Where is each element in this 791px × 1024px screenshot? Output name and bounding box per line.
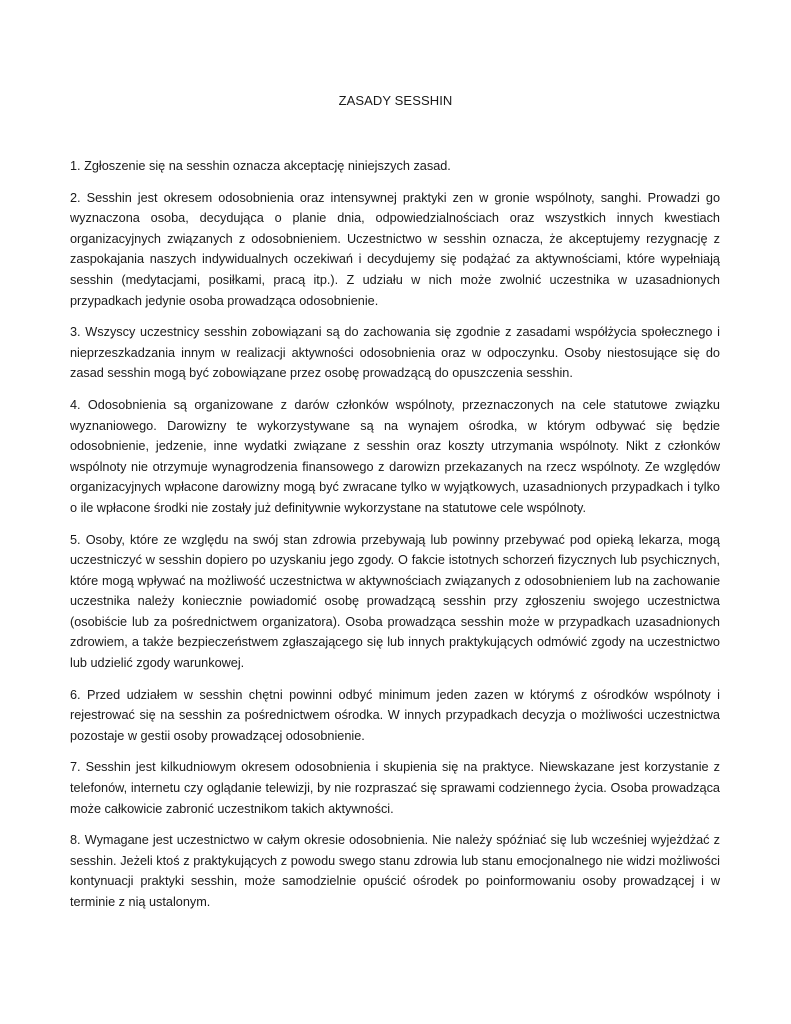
rule-paragraph-7: 7. Sesshin jest kilkudniowym okresem odosobnienia i skupienia się na praktyce. Niewskazane jest korzystanie z telefonów, internetu czy oglądanie telewizji, by nie rozpraszać się sprawami codziennego życia. Osoba prowadząca może całkowicie zabronić uczestnikom takich aktywności. (70, 760, 720, 816)
rule-paragraph-8: 8. Wymagane jest uczestnictwo w całym okresie odosobnienia. Nie należy spóźniać się lub wcześniej wyjeżdżać z sesshin. Jeżeli ktoś z praktykujących z powodu swego stanu zdrowia lub stanu emocjonalnego nie widzi możliwości kontynuacji praktyki sesshin, może samodzielnie opuścić ośrodek po poinformowaniu osoby prowadzącej i w terminie z nią ustalonym. (70, 833, 720, 909)
rule-paragraph-6: 6. Przed udziałem w sesshin chętni powinni odbyć minimum jeden zazen w którymś z ośrodków wspólnoty i rejestrować się na sesshin za pośrednictwem ośrodka. W innych przypadkach decyzja o możliwości uczestnictwa pozostaje w gestii osoby prowadzącej odosobnienie. (70, 687, 720, 743)
document-body (70, 156, 720, 924)
rule-paragraph-3: 3. Wszyscy uczestnicy sesshin zobowiązani są do zachowania się zgodnie z zasadami współżycia społecznego i nieprzeszkadzania innym w realizacji aktywności odosobnienia oraz w odpoczynku. Osoby niestosujące się do zasad sesshin mogą być zobowiązane przez osobę prowadzącą do opuszczenia sesshin. (70, 325, 720, 381)
document-title: ZASADY SESSHIN (338, 93, 453, 108)
rule-paragraph-4: 4. Odosobnienia są organizowane z darów członków wspólnoty, przeznaczonych na cele statutowe związku wyznaniowego. Darowizny te wykorzystywane są na wynajem ośrodka, w którym odbywać się będzie odosobnienie, jedzenie, inne wydatki związane z sesshin oraz koszty utrzymania wspólnoty. Nikt z członków wspólnoty nie otrzymuje wynagrodzenia finansowego z darowizn przekazanych na rzecz wspólnoty. Ze względów organizacyjnych wpłacone darowizny mogą być zwracane tylko w wyjątkowych, uzasadnionych przypadkach i tylko o ile wpłacone środki nie zostały już definitywnie wykorzystane na statutowe cele wspólnoty. (70, 397, 720, 515)
rule-paragraph-5: 5. Osoby, które ze względu na swój stan zdrowia przebywają lub powinny przebywać pod opieką lekarza, mogą uczestniczyć w sesshin dopiero po uzyskaniu jego zgody. O fakcie istotnych schorzeń fizycznych lub psychicznych, które mogą wpływać na możliwość uczestnictwa w aktywnościach związanych z odosobnieniem lub na zachowanie uczestnika należy koniecznie powiadomić osobę prowadzącą sesshin przy zgłoszeniu swojego uczestnictwa (osobiście lub za pośrednictwem organizatora). Osoba prowadząca sesshin może w przypadkach uzasadnionych zdrowiem, a także bezpieczeństwem zgłaszającego się lub innych praktykujących odmówić zgody na uczestnictwo lub udzielić zgody warunkowej. (70, 532, 720, 671)
rule-paragraph-2: 2. Sesshin jest okresem odosobnienia oraz intensywnej praktyki zen w gronie wspólnoty, sanghi. Prowadzi go wyznaczona osoba, decydująca o planie dnia, odpowiedzialnościach oraz wszystkich innych kwestiach organizacyjnych związanych z odosobnieniem. Uczestnictwo w sesshin oznacza, że akceptujemy rezygnację z zaspokajania naszych indywidualnych oczekiwań i decydujemy się podążać za aktywnościami, które wypełniają sesshin (medytacjami, posiłkami, pracą itp.). Z udziału w nich może zwolnić uczestnika w uzasadnionych przypadkach jedynie osoba prowadząca odosobnienie. (70, 190, 720, 308)
rule-paragraph-1: 1. Zgłoszenie się na sesshin oznacza akceptację niniejszych zasad. (70, 159, 451, 173)
